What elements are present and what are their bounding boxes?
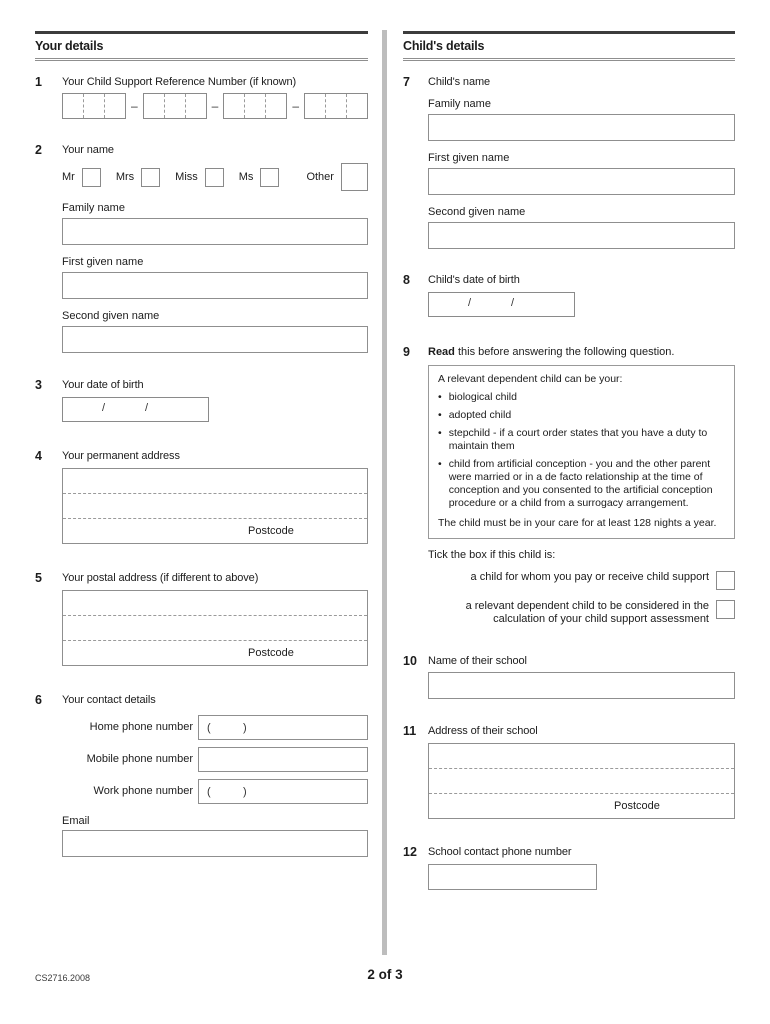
- your-family-name-label: Family name: [62, 202, 125, 214]
- other-title-label: Other: [306, 171, 334, 183]
- address-line-2[interactable]: [63, 615, 367, 640]
- child-second-given-name-input[interactable]: [428, 222, 735, 249]
- postcode-label: Postcode: [248, 525, 294, 537]
- reference-digit-cell[interactable]: [346, 94, 367, 118]
- question-5: [35, 571, 368, 666]
- question-10: [403, 654, 735, 699]
- question-9-number: 9: [403, 345, 410, 359]
- date-slash: /: [145, 402, 149, 414]
- question-6-number: 6: [35, 693, 42, 707]
- tick-option-pay-receive: a child for whom you pay or receive child support: [428, 571, 735, 590]
- your-first-given-name-label: First given name: [62, 256, 144, 268]
- address-postcode-row[interactable]: [63, 640, 367, 665]
- mobile-phone-input[interactable]: [198, 747, 368, 772]
- question-4-number: 4: [35, 449, 42, 463]
- reference-digit-cell[interactable]: [305, 94, 325, 118]
- info-intro: A relevant dependent child can be your:: [438, 373, 623, 385]
- date-slash: /: [102, 402, 106, 414]
- date-slash: /: [468, 297, 472, 309]
- work-phone-input[interactable]: [198, 779, 368, 804]
- reference-digit-cell[interactable]: [185, 94, 206, 118]
- other-title-input[interactable]: [341, 163, 368, 191]
- question-12: [403, 845, 735, 890]
- question-7-label: Child's name: [428, 76, 491, 88]
- question-9-label: [428, 345, 735, 359]
- date-slash: /: [511, 297, 515, 309]
- email-input[interactable]: [62, 830, 368, 857]
- question-4-label: Your permanent address: [62, 450, 180, 462]
- question-11-number: 11: [403, 724, 417, 738]
- miss-checkbox[interactable]: [205, 168, 224, 187]
- page-number: 2 of 3: [367, 967, 403, 982]
- child-first-given-name-label: First given name: [428, 152, 510, 164]
- bullet-icon: •: [438, 391, 442, 403]
- question-12-label: School contact phone number: [428, 846, 572, 858]
- your-details-header: Your details: [35, 31, 368, 61]
- work-phone-row: [62, 779, 368, 804]
- title-checkbox-row: [62, 163, 368, 191]
- reference-digit-cell[interactable]: [224, 94, 244, 118]
- question-10-label: Name of their school: [428, 655, 527, 667]
- email-label: Email: [62, 815, 90, 827]
- question-8-label: Child's date of birth: [428, 274, 520, 286]
- child-family-name-input[interactable]: [428, 114, 735, 141]
- address-line-1[interactable]: [63, 469, 367, 493]
- reference-digit-cell[interactable]: [144, 94, 164, 118]
- info-footer: The child must be in your care for at least 128 nights a year.: [438, 517, 717, 529]
- area-code-parens: ( ): [207, 785, 249, 798]
- mr-label: Mr: [62, 171, 75, 183]
- child-family-name-label: Family name: [428, 98, 491, 110]
- postal-address-input: [62, 590, 368, 666]
- question-5-label: Your postal address (if different to above): [62, 572, 259, 584]
- reference-number-group-4: [304, 93, 368, 119]
- question-6-label: Your contact details: [62, 694, 156, 706]
- question-7-number: 7: [403, 75, 410, 89]
- question-11-label: Address of their school: [428, 725, 538, 737]
- column-divider: [382, 30, 387, 955]
- school-name-input[interactable]: [428, 672, 735, 699]
- home-phone-input[interactable]: [198, 715, 368, 740]
- postcode-label: Postcode: [248, 647, 294, 659]
- reference-digit-cell[interactable]: [325, 94, 346, 118]
- reference-digit-cell[interactable]: [244, 94, 265, 118]
- question-8-number: 8: [403, 273, 410, 287]
- address-postcode-row[interactable]: [63, 518, 367, 543]
- form-code: CS2716.2008: [35, 973, 91, 983]
- question-2-label: Your name: [62, 144, 114, 156]
- mobile-phone-label: Mobile phone number: [86, 753, 193, 765]
- ms-label: Ms: [238, 171, 254, 183]
- address-line-2[interactable]: [429, 768, 734, 793]
- ms-checkbox[interactable]: [260, 168, 279, 187]
- question-9: [403, 345, 735, 626]
- childs-details-column: [403, 31, 735, 890]
- address-postcode-row[interactable]: [429, 793, 734, 818]
- relevant-dependent-child-checkbox[interactable]: [716, 600, 735, 619]
- dash-separator: –: [130, 99, 138, 113]
- your-family-name-input[interactable]: [62, 218, 368, 245]
- reference-number-group-3: [223, 93, 287, 119]
- bullet-icon: •: [438, 427, 442, 439]
- work-phone-label: Work phone number: [93, 785, 193, 797]
- reference-number-group-1: [62, 93, 126, 119]
- question-3-label: Your date of birth: [62, 379, 144, 391]
- question-1-label: Your Child Support Reference Number (if known): [62, 76, 297, 88]
- tick-instruction: Tick the box if this child is:: [428, 549, 556, 561]
- reference-digit-cell[interactable]: [164, 94, 185, 118]
- question-7: [403, 75, 735, 249]
- question-5-number: 5: [35, 571, 42, 585]
- your-second-given-name-input[interactable]: [62, 326, 368, 353]
- home-phone-row: [62, 715, 368, 740]
- bullet-icon: •: [438, 458, 442, 470]
- question-8: [403, 273, 735, 317]
- miss-label: Miss: [175, 171, 198, 183]
- question-6: [35, 693, 368, 857]
- bullet-item: • adopted child: [438, 409, 512, 421]
- dash-separator: –: [211, 99, 219, 113]
- dash-separator: –: [292, 99, 300, 113]
- area-code-parens: ( ): [207, 721, 249, 734]
- question-4: [35, 449, 368, 544]
- reference-digit-cell[interactable]: [63, 94, 83, 118]
- bullet-item: • biological child: [438, 391, 517, 403]
- mrs-label: Mrs: [115, 171, 135, 183]
- reference-digit-cell[interactable]: [104, 94, 125, 118]
- home-phone-label: Home phone number: [89, 721, 193, 733]
- childs-details-header: Child's details: [403, 31, 735, 61]
- read-emphasis: Read: [428, 346, 455, 358]
- pay-receive-child-support-checkbox[interactable]: [716, 571, 735, 590]
- child-date-of-birth-input[interactable]: [428, 292, 575, 317]
- question-12-number: 12: [403, 845, 417, 859]
- mrs-checkbox[interactable]: [141, 168, 160, 187]
- question-10-number: 10: [403, 654, 417, 668]
- child-second-given-name-label: Second given name: [428, 206, 526, 218]
- reference-digit-cell[interactable]: [265, 94, 286, 118]
- your-details-column: [35, 31, 368, 857]
- bullet-icon: •: [438, 409, 442, 421]
- relevant-dependent-child-info-box: [428, 365, 735, 539]
- question-1: [35, 75, 368, 118]
- question-11: [403, 724, 735, 819]
- reference-digit-cell[interactable]: [83, 94, 104, 118]
- address-line-1[interactable]: [63, 591, 367, 615]
- your-first-given-name-input[interactable]: [62, 272, 368, 299]
- reference-number-group-2: [143, 93, 207, 119]
- mr-checkbox[interactable]: [82, 168, 101, 187]
- tick-option-relevant-dependent: a relevant dependent child to be considered in the calculation of your child support assessment: [428, 600, 735, 626]
- question-1-number: 1: [35, 75, 42, 89]
- reference-number-row: [62, 94, 368, 118]
- child-first-given-name-input[interactable]: [428, 168, 735, 195]
- school-phone-input[interactable]: [428, 864, 597, 890]
- address-line-2[interactable]: [63, 493, 367, 518]
- question-3-number: 3: [35, 378, 42, 392]
- permanent-address-input: [62, 468, 368, 544]
- postcode-label: Postcode: [614, 800, 660, 812]
- question-2: [35, 143, 368, 353]
- question-3: [35, 378, 368, 422]
- your-second-given-name-label: Second given name: [62, 310, 160, 322]
- mobile-phone-row: [62, 747, 368, 772]
- read-rest: this before answering the following question.: [454, 346, 675, 358]
- address-line-1[interactable]: [429, 744, 734, 768]
- question-2-number: 2: [35, 143, 42, 157]
- your-date-of-birth-input[interactable]: [62, 397, 209, 422]
- bullet-item: • stepchild - if a court order states that you have a duty to maintain them: [438, 427, 708, 452]
- school-address-input: [428, 743, 735, 819]
- bullet-item: • child from artificial conception - you and the other parent were married or in a de facto relationship at the time of conception and you consented to the artificial conception procedure or a child from a surrogacy arrangement.: [438, 458, 713, 509]
